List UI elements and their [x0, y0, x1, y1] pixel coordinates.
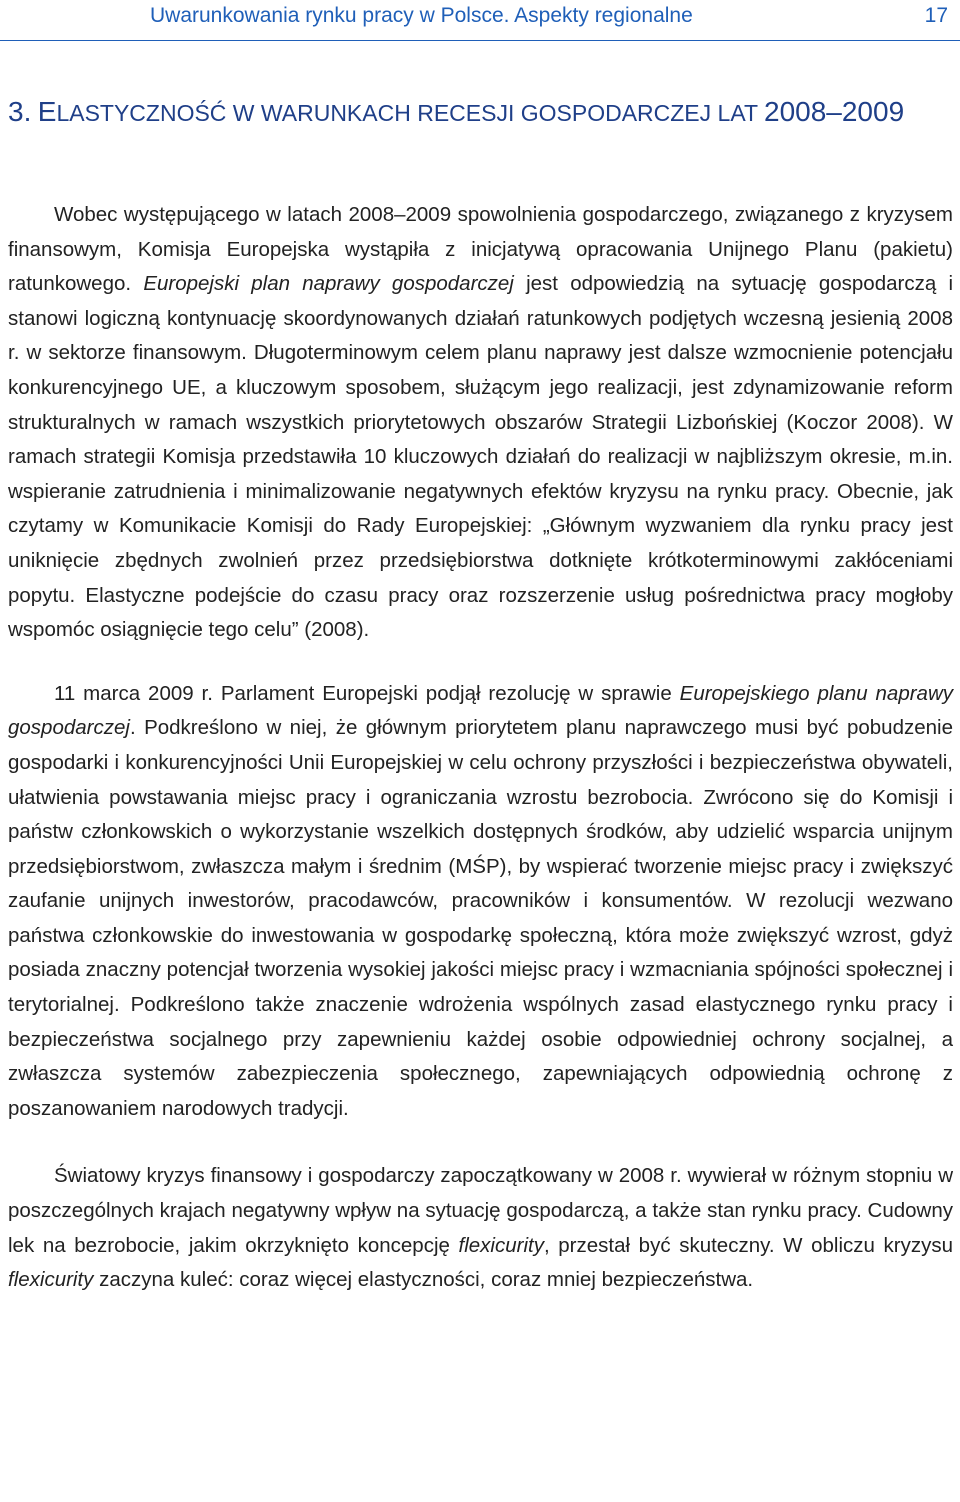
running-header [0, 0, 960, 46]
page-number: 17 [924, 4, 948, 27]
p3-text-c: , przestał być skuteczny. W obliczu kryzysu [543, 1233, 954, 1257]
body-text [8, 198, 953, 1298]
p1-text-c: jest odpowiedzią na sytuację gospodarczą i stanowi logiczną kontynuację skoordynowanych działań ratunkowych podjętych wczesną jesienią 2008 r. w sektorze finansowym. Długoterminowym celem planu naprawy jest dalsze wzmocnienie potencjału konkurencyjnego UE, a kluczowym sposobem, służącym jego realizacji, jest zdynamizowanie reform strukturalnych w ramach wszystkich priorytetowych obszarów Strategii Lizbońskiej (Koczor 2008). W ramach strategii Komisja przedstawiła 10 kluczowych działań do realizacji w najbliższym okresie, m.in. wspieranie zatrudnienia i minimalizowanie negatywnych efektów kryzysu na rynku pracy. Obecnie, jak czytamy w Komunikacie Komisji do Rady Europejskiej: „Głównym wyzwaniem dla rynku pracy jest uniknięcie zbędnych zwolnień przez przedsiębiorstwa dotknięte krótkoterminowymi zakłóceniami popytu. Elastyczne podejście do czasu pracy oraz rozszerzenie usług pośrednictwa pracy mogłoby wspomóc osiągnięcie tego celu” (2008). [8, 272, 954, 642]
section-number: 3. [8, 96, 32, 127]
p2-text-a: 11 marca 2009 r. Parlament Europejski podjął rezolucję w sprawie [54, 681, 680, 705]
paragraph-2 [8, 677, 953, 1127]
running-title: Uwarunkowania rynku pracy w Polsce. Aspekty regionalne [150, 4, 693, 27]
section-heading [8, 96, 953, 128]
section-title-initial: E [37, 96, 57, 127]
p2-italic-plan: Europejskiego planu naprawy gospodarczej [8, 681, 954, 740]
p3-text-a: Światowy kryzys finansowy i gospodarczy zapoczątkowany w 2008 r. wywierał w różnym stopniu w poszczególnych krajach negatywny wpływ na sytuację gospodarczą, a także stan rynku pracy. Cudowny lek na bezrobocie, jakim okrzyknięto koncepcję [8, 1164, 953, 1257]
p3-italic-flexicurity-1: flexicurity [458, 1233, 544, 1257]
p1-italic-plan: Europejski plan naprawy gospodarczej [143, 272, 514, 296]
paragraph-3 [8, 1159, 953, 1297]
p3-italic-flexicurity-2: flexicurity [8, 1268, 94, 1292]
section-title-years: 2008–2009 [764, 96, 905, 127]
paragraph-1 [8, 198, 953, 648]
p1-text-a: Wobec występującego w latach 2008–2009 spowolnienia gospodarczego, związanego z kryzysem finansowym, Komisja Europejska wystąpiła z inicjatywą opracowania Unijnego Planu (pakietu) ratunkowego. [8, 203, 953, 296]
header-rule [0, 40, 960, 41]
p3-text-e: zaczyna kuleć: coraz więcej elastyczności, coraz mniej bezpieczeństwa. [93, 1268, 754, 1292]
p2-text-c: . Podkreślono w niej, że głównym priorytetem planu naprawczego musi być pobudzenie gospodarki i konkurencyjności Unii Europejskiej w celu ochrony przyszłości i bezpieczeństwa obywateli, ułatwienia powstawania miejsc pracy i ograniczania wzrostu bezrobocia. Zwrócono się do Komisji i państw członkowskich o wykorzystanie wszelkich dostępnych środków, aby udzielić wsparcia unijnym przedsiębiorstwom, zwłaszcza małym i średnim (MŚP), by wspierać tworzenie miejsc pracy i zwiększyć zaufanie unijnych inwestorów, pracodawców, pracowników i konsumentów. W rezolucji wezwano państwa członkowskie do inwestowania w gospodarkę społeczną, która może zwiększyć wzrost, gdyż posiada znaczny potencjał tworzenia wysokiej jakości miejsc pracy i wzmacniania spójności społecznej i terytorialnej. Podkreślono także znaczenie wdrożenia wspólnych zasad elastycznego rynku pracy i bezpieczeństwa socjalnego przy zapewnieniu każdej osobie odpowiedniej ochrony socjalnej, a zwłaszcza systemów zabezpieczenia społecznego, zapewniających odpowiednią ochronę z poszanowaniem narodowych tradycji. [8, 716, 953, 1120]
section-title-text: LASTYCZNOŚĆ W WARUNKACH RECESJI GOSPODARCZEJ LAT [56, 100, 764, 126]
